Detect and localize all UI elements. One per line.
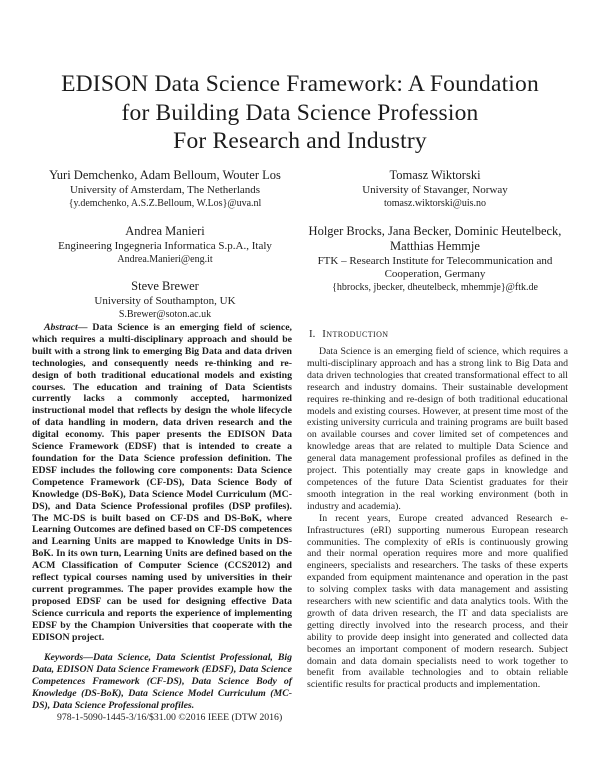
section-number: I. xyxy=(309,328,316,340)
author-names: Yuri Demchenko, Adam Belloum, Wouter Los xyxy=(49,168,281,182)
author-block-engineering xyxy=(30,224,300,267)
section-heading-introduction xyxy=(309,328,568,341)
author-affiliation: University of Amsterdam, The Netherlands xyxy=(69,184,261,196)
paper-title-line-2: for Building Data Science Profession xyxy=(121,99,479,126)
keywords-label: Keywords— xyxy=(44,652,93,664)
author-email: {hbrocks, jbecker, dheutelbeck, mhemmje}@ftk.de xyxy=(332,281,538,293)
author-block-southampton xyxy=(30,279,300,322)
right-column xyxy=(307,322,568,691)
author-block-ftk xyxy=(300,224,570,295)
authors-column-left xyxy=(30,168,300,335)
author-email: {y.demchenko, A.S.Z.Belloum, W.Los}@uva.nl xyxy=(68,198,262,209)
introduction-paragraph-1: Data Science is an emerging field of science, which requires a multi-disciplinary approach and has a strong link to Big Data and data driven technologies that created transformational effect to all research and industry domains. Their sustainable development requires re-thinking and re-design of both traditional educational models and existing courses. However, at present time most of the existing university curricula and training programs are built based on available courses and cover limited set of competences and knowledge areas that are related to multiple Data Science and general data management professional profiles as defined in the project. This potentially may create gaps in knowledge and competences of the future Data Scientist graduates for their smooth integration in the real working environment (both in industry and academia). xyxy=(307,346,568,512)
author-names: Tomasz Wiktorski xyxy=(389,168,481,182)
author-names: Holger Brocks, Jana Becker, Dominic Heutelbeck, Matthias Hemmje xyxy=(308,223,562,253)
author-email: Andrea.Manieri@eng.it xyxy=(117,253,213,265)
author-email: tomasz.wiktorski@uis.no xyxy=(384,198,486,209)
paper-title xyxy=(0,70,600,156)
author-names: Andrea Manieri xyxy=(125,223,205,238)
author-affiliation: University of Stavanger, Norway xyxy=(362,184,508,196)
keywords-paragraph xyxy=(32,652,292,712)
keywords-text: Data Science, Data Scientist Professional, Big Data, EDISON Data Science Framework (EDSF), Data Science Competences Framework (CF-DS), Data Science Body of Knowledge (DS-BoK), Data Science Model Curriculum (MC-DS), Data Science Professional profiles. xyxy=(32,652,292,712)
paper-title-line-1: EDISON Data Science Framework: A Foundation xyxy=(61,71,539,97)
left-column xyxy=(32,322,292,712)
authors-column-right xyxy=(300,168,570,335)
copyright-footer: 978-1-5090-1445-3/16/$31.00 ©2016 IEEE (DTW 2016) xyxy=(57,712,283,723)
abstract-label: Abstract— xyxy=(44,322,88,333)
author-affiliation: Engineering Ingegneria Informatica S.p.A., Italy xyxy=(58,239,272,252)
author-affiliation: FTK – Research Institute for Telecommunication and Cooperation, Germany xyxy=(317,254,553,280)
author-affiliation: University of Southampton, UK xyxy=(94,295,236,307)
author-block-uva xyxy=(30,168,300,211)
paper-title-line-3: For Research and Industry xyxy=(173,128,427,154)
section-title: Introduction xyxy=(322,328,389,340)
author-block-stavanger xyxy=(300,168,570,211)
author-names: Steve Brewer xyxy=(131,279,199,293)
authors-section xyxy=(30,168,570,335)
author-email: S.Brewer@soton.ac.uk xyxy=(118,309,212,320)
abstract-text: Data Science is an emerging field of science, which requires a multi-disciplinary approach and should be built with a strong link to emerging Big Data and data driven technologies, and consequently needs re-thinking and re-design of both traditional educational models and existing courses. The education and training of Data Scientists currently lacks a commonly accepted, harmonized instructional model that reflects by design the whole lifecycle of data handling in modern, data driven research and the digital economy. This paper presents the EDISON Data Science Framework (EDSF) that is intended to create a foundation for the Data Science profession definition. The EDSF includes the following core components: Data Science Competence Framework (CF-DS), Data Science Body of Knowledge (DS-BoK), Data Science Model Curriculum (MC-DS), and Data Science Professional profiles (DSP profiles). The MC-DS is built based on CF-DS and DS-BoK, where Learning Outcomes are defined based on CF-DS competences and Learning Units are mapped to Knowledge Units in DS-BoK. In its own turn, Learning Units are defined based on the ACM Classification of Computer Science (CCS2012) and reflect typical courses naming used by universities in their current programmes. The paper provides example how the proposed EDSF can be used for designing effective Data Science curricula and reports the experience of implementing EDSF by the Champion Universities that cooperate with the EDISON project. xyxy=(32,322,292,643)
introduction-paragraph-2: In recent years, Europe created advanced Research e-Infrastructures (eRI) supporting numerous European research communities. The complexity of eRIs is continuously growing and their normal operation requires more and more qualified engineers, specialists and researchers. The tasks of these experts expanded from equipment maintenance and operation in the past to solving complex tasks with data management and assisting researchers with new scientific and data analytics tools. With the growth of data driven research, the IT and data specialists are getting directly involved into the research process, and their ability to provide deep insight into generated and collected data becomes an important component of modern research. Subject domain and data domain specialists need to work together to benefit from available technologies and to obtain reliable scientific results for practical products and implementation. xyxy=(307,512,568,691)
abstract-paragraph xyxy=(32,322,292,643)
